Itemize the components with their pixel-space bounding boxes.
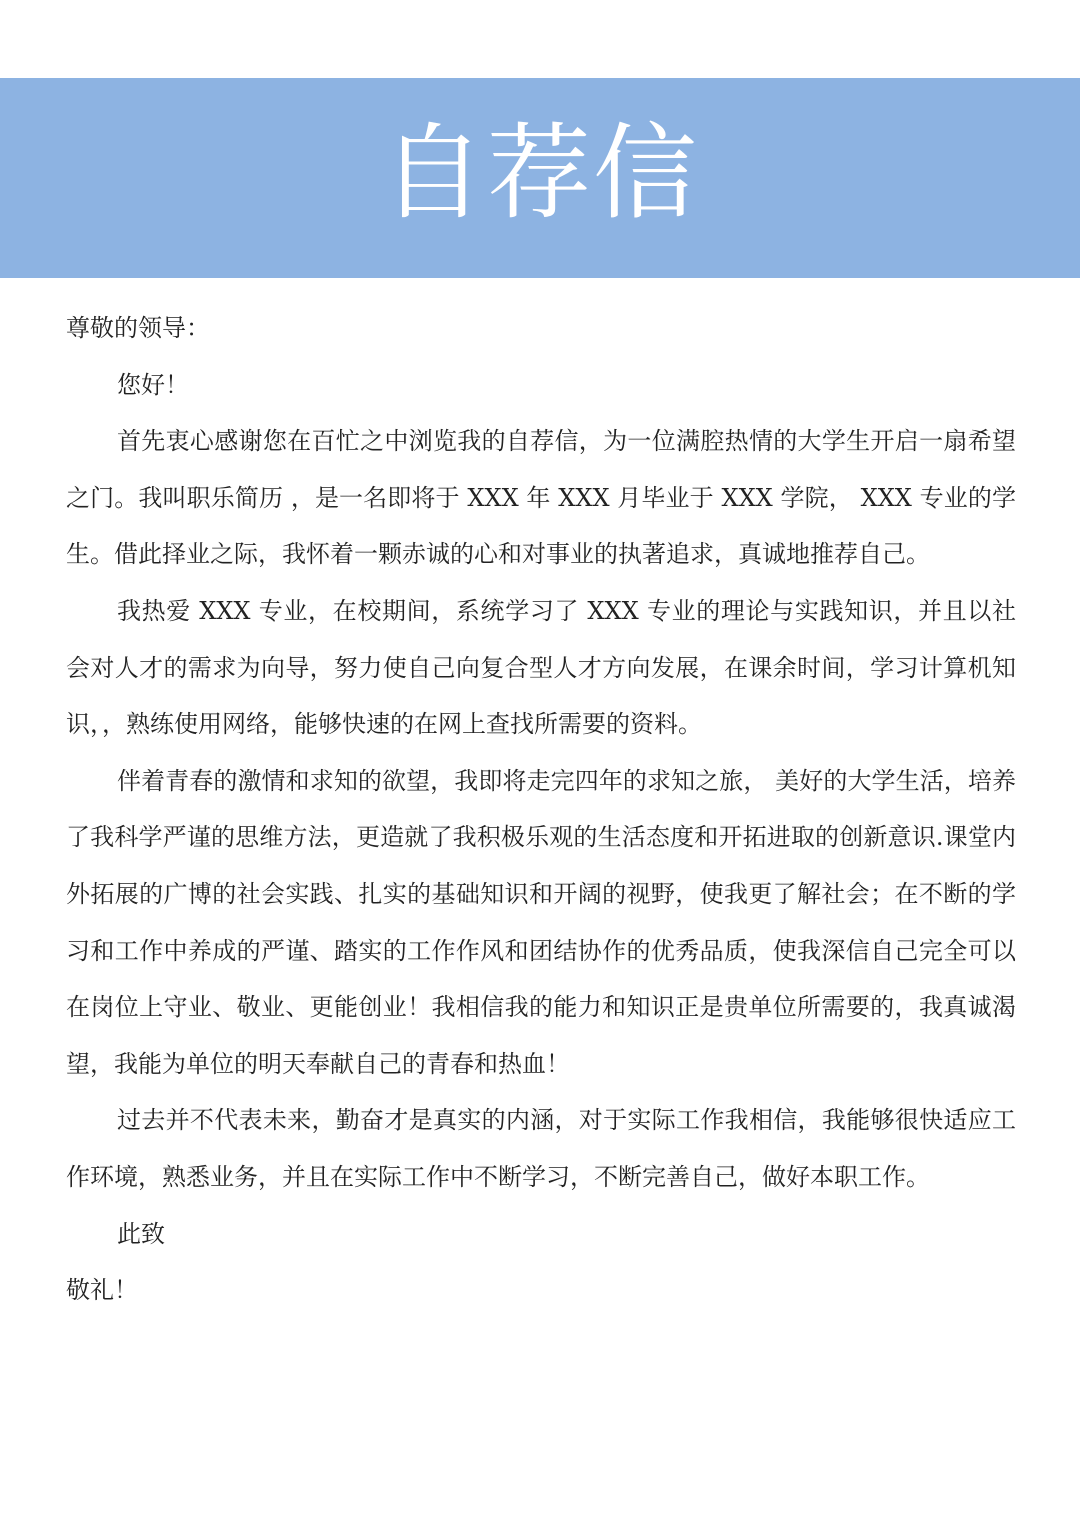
paragraph-future: 过去并不代表未来，勤奋才是真实的内涵，对于实际工作我相信，我能够很快适应工作环境，熟悉业务，并且在实际工作中不断学习，不断完善自己，做好本职工作。 [66, 1106, 1016, 1191]
paragraph-introduction: 首先衷心感谢您在百忙之中浏览我的自荐信，为一位满腔热情的大学生开启一扇希望之门。我叫职乐简历 ，是一名即将于 XXX 年 XXX 月毕业于 XXX 学院， XXX 专业的学生。借此择业之际，我怀着一颗赤诚的心和对事业的执著追求，真诚地推荐自己。 [66, 427, 1016, 569]
regards: 敬礼！ [66, 1276, 138, 1305]
page-title: 自荐信 [380, 112, 699, 234]
closing: 此致 [117, 1219, 165, 1248]
paragraph-university-life: 伴着青春的激情和求知的欲望，我即将走完四年的求知之旅， 美好的大学生活，培养了我科学严谨的思维方法，更造就了我积极乐观的生活态度和开拓进取的创新意识.课堂内外拓展的广博的社会实践、扎实的基础知识和开阔的视野，使我更了解社会；在不断的学习和工作中养成的严谨、踏实的工作作风和团结协作的优秀品质，使我深信自己完全可以在岗位上守业、敬业、更能创业！我相信我的能力和知识正是贵单位所需要的，我真诚渴望，我能为单位的明天奉献自己的青春和热血！ [66, 766, 1016, 1078]
letter-body [66, 300, 1016, 1319]
salutation: 尊敬的领导： [66, 314, 210, 342]
paragraph-major: 我热爱 XXX 专业，在校期间，系统学习了 XXX 专业的理论与实践知识，并且以社会对人才的需求为向导，努力使自己向复合型人才方向发展，在课余时间，学习计算机知识，，熟练使用网络，能够快速的在网上查找所需要的资料。 [66, 596, 1016, 739]
greeting: 您好！ [117, 370, 189, 399]
title-banner [0, 78, 1080, 278]
